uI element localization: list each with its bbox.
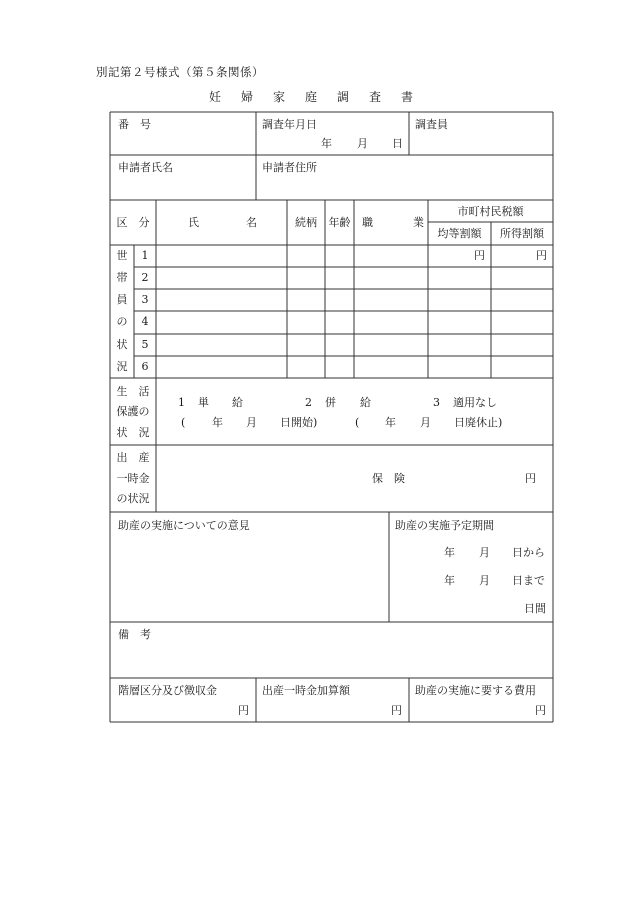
income-levy-header: 所得割額	[500, 227, 544, 240]
birth-grant-yen-unit: 円	[525, 472, 536, 485]
household-side-char: 世	[116, 249, 128, 262]
document-title: 妊婦家庭調査書	[208, 90, 433, 104]
category-header: 区 分	[116, 216, 150, 229]
welfare-start-month-unit: 月	[246, 416, 257, 429]
planned-period-label: 助産の実施予定期間	[395, 519, 494, 532]
applicant-name-label: 申請者氏名	[118, 161, 173, 174]
midwifery-cost-label: 助産の実施に要する費用	[415, 684, 536, 697]
welfare-option-2-char-a: 併	[325, 396, 336, 409]
welfare-option-1-char-a: 単	[198, 396, 209, 409]
period-from-year-unit: 年	[444, 546, 455, 559]
grant-addition-yen-unit: 円	[391, 704, 402, 717]
birth-grant-label-2: 一時金	[116, 472, 150, 485]
class-fee-label: 階層区分及び徴収金	[118, 684, 217, 697]
investigator-label: 調査員	[415, 118, 448, 131]
household-row-number: 4	[141, 315, 149, 328]
welfare-start-year-unit: 年	[212, 416, 223, 429]
period-to-day-text: 日まで	[512, 574, 545, 587]
household-side-char: 員	[116, 293, 128, 306]
occupation-header-1: 職	[362, 216, 373, 229]
equal-levy-yen-unit: 円	[474, 249, 485, 262]
welfare-option-3-number: 3	[433, 396, 440, 409]
remarks-label: 備 考	[118, 628, 151, 641]
age-header: 年齢	[328, 216, 351, 229]
period-to-month-unit: 月	[479, 574, 490, 587]
equal-levy-header: 均等割額	[437, 227, 482, 240]
welfare-option-1-char-b: 給	[232, 396, 243, 409]
household-row-number: 1	[141, 249, 149, 262]
welfare-label-3: 状 況	[116, 426, 150, 439]
insurance-label: 保 険	[372, 472, 405, 485]
household-side-char: 況	[116, 360, 128, 373]
midwifery-cost-yen-unit: 円	[535, 704, 546, 717]
relation-header: 続柄	[295, 216, 317, 229]
municipal-tax-header: 市町村民税額	[457, 205, 524, 218]
household-side-char: の	[116, 315, 128, 328]
period-from-day-text: 日から	[512, 546, 545, 559]
welfare-start-day-text: 日開始)	[280, 416, 318, 429]
period-from-month-unit: 月	[479, 546, 490, 559]
income-levy-yen-unit: 円	[536, 249, 547, 262]
welfare-option-3-text: 適用なし	[453, 396, 497, 409]
household-row-number: 3	[141, 293, 149, 306]
survey-date-label: 調査年月日	[262, 118, 317, 131]
welfare-start-paren: (	[181, 416, 186, 429]
period-to-year-unit: 年	[444, 574, 455, 587]
birth-grant-label-1: 出 産	[116, 451, 150, 464]
welfare-end-day-text: 日廃休止)	[454, 416, 503, 429]
welfare-option-2-char-b: 給	[360, 396, 371, 409]
opinion-label: 助産の実施についての意見	[118, 519, 250, 532]
household-side-char: 状	[116, 338, 128, 351]
household-row-number: 2	[141, 271, 149, 284]
welfare-end-paren: (	[355, 416, 360, 429]
birth-grant-label-3: の状況	[116, 492, 150, 505]
grant-addition-label: 出産一時金加算額	[262, 684, 350, 697]
household-row-number: 6	[141, 360, 149, 373]
welfare-label-2: 保護の	[116, 405, 150, 418]
welfare-end-year-unit: 年	[385, 416, 396, 429]
name-header-1: 氏	[188, 216, 199, 229]
welfare-option-1-number: 1	[178, 396, 185, 409]
applicant-address-label: 申請者住所	[262, 161, 317, 174]
form-number-label: 別記第２号様式（第５条関係）	[96, 65, 264, 79]
number-label: 番 号	[118, 118, 151, 131]
occupation-header-2: 業	[413, 216, 424, 229]
household-row-number: 5	[141, 338, 149, 351]
household-side-char: 帯	[116, 271, 128, 284]
survey-year-unit: 年	[321, 137, 332, 150]
welfare-option-2-number: 2	[305, 396, 312, 409]
survey-day-unit: 日	[392, 137, 403, 150]
survey-month-unit: 月	[357, 137, 368, 150]
period-days-text: 日間	[524, 602, 546, 615]
name-header-2: 名	[246, 216, 257, 229]
class-fee-yen-unit: 円	[238, 704, 249, 717]
welfare-end-month-unit: 月	[420, 416, 431, 429]
welfare-label-1: 生 活	[116, 385, 150, 398]
